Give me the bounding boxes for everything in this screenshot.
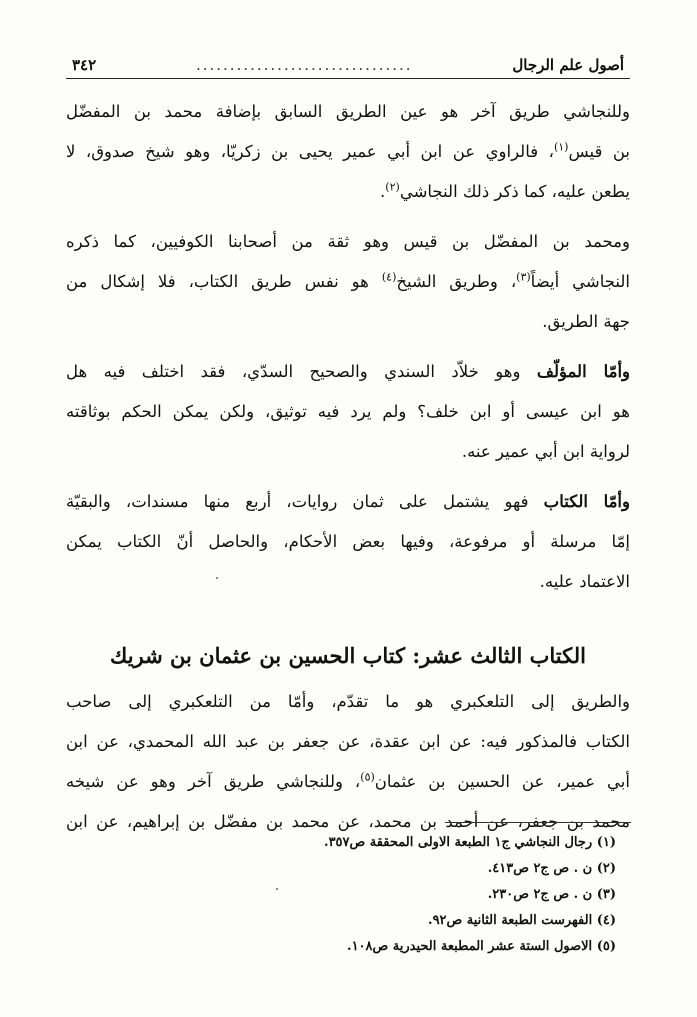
footnote-5: (٥) الاصول الستة عشر المطبعة الحيدرية ص١٠٨. xyxy=(347,939,616,954)
text-line: إمّا مرسلة أو مرفوعة، وفيها بعض الأحكام، والحاصل أنّ الكتاب يمكن xyxy=(66,532,630,551)
footnote-1: (١) رجال النجاشي ج١ الطبعة الاولى المحققة ص٣٥٧. xyxy=(324,835,616,850)
footnote-ref-1: (١) xyxy=(553,140,569,154)
text-line: هو ابن عيسى أو ابن خلف؟ ولم يرد فيه توثيق، ولكن يمكن الحكم بوثاقته xyxy=(66,402,630,421)
text-span: ، وللنجاشي طريق آخر وهو عن شيخه xyxy=(66,772,361,791)
text-span: . xyxy=(380,182,386,201)
section-heading: الكتاب الثالث عشر: كتاب الحسين بن عثمان بن شريك xyxy=(110,643,586,668)
paragraph-5 xyxy=(66,682,630,842)
text-line xyxy=(66,762,630,802)
footnote-2: (٢) ن . ص ج٢ ص٤١٣. xyxy=(487,861,616,876)
book-title: أصول علم الرجال xyxy=(512,56,624,74)
text-line xyxy=(66,132,630,172)
footnote-ref-5: (٥) xyxy=(360,770,375,784)
text-span: النجاشي أيضاً xyxy=(530,272,630,291)
text-span: فهو يشتمل على ثمان روايات، أربع منها مسندات، والبقيّة xyxy=(66,492,544,511)
text-line xyxy=(66,262,630,302)
text-span: بن قيس xyxy=(568,142,630,161)
paragraph-3 xyxy=(66,352,630,472)
header-leader-dots: ................................ xyxy=(195,56,413,74)
text-line xyxy=(66,352,630,392)
text-line: وللنجاشي طريق آخر هو عين الطريق السابق بإضافة محمد بن المفضّل xyxy=(66,102,630,121)
footnote-ref-4: (٤) xyxy=(381,270,397,284)
text-line: والطريق إلى التلعكبري هو ما تقدّم، وأمّا من التلعكبري إلى صاحب xyxy=(66,692,630,711)
text-span: يطعن عليه، كما ذكر ذلك النجاشي xyxy=(399,182,630,201)
text-span: ، وطريق الشيخ xyxy=(396,272,517,291)
text-span: وهو خلاّد السندي والصحيح السدّي، فقد اختلف فيه هل xyxy=(66,362,537,381)
footnote-ref-3: (٣) xyxy=(516,270,531,284)
bold-lead: وأمّا المؤلّف xyxy=(536,362,630,381)
footnotes xyxy=(66,830,616,960)
text-line xyxy=(66,482,630,522)
text-line: لرواية ابن أبي عمير عنه. xyxy=(461,442,630,461)
paragraph-1 xyxy=(66,92,630,212)
text-span: أبي عمير، عن الحسين بن عثمان xyxy=(374,772,630,791)
bold-lead: وأمّا الكتاب xyxy=(543,492,630,511)
footnote-separator xyxy=(445,822,631,823)
text-line: محمد بن جعفر، عن أحمد بن محمد، عن محمد بن مفضّل بن إبراهيم، عن ابن xyxy=(66,812,630,831)
footnote-4: (٤) الفهرست الطبعة الثانية ص٩٢. xyxy=(428,913,616,928)
print-speck xyxy=(276,888,278,890)
text-span: ، فالراوي عن ابن أبي عمير يحيى بن زكريّا، وهو شيخ صدوق، لا xyxy=(66,142,554,161)
footnote-3: (٣) ن . ص ج٢ ص٢٣٠. xyxy=(487,887,616,902)
text-line: جهة الطريق. xyxy=(542,312,630,331)
footnote-ref-2: (٢) xyxy=(385,180,400,194)
text-line xyxy=(66,172,630,212)
text-span: هو نفس طريق الكتاب، فلا إشكال من xyxy=(66,272,382,291)
text-line: الكتاب فالمذكور فيه: عن ابن عقدة، عن جعفر بن عبد الله المحمدي، عن ابن xyxy=(66,732,630,751)
page-body xyxy=(66,92,630,842)
paragraph-4 xyxy=(66,482,630,602)
print-speck xyxy=(216,577,218,579)
running-header xyxy=(66,52,630,79)
text-line: ومحمد بن المفضّل بن قيس وهو ثقة من أصحابنا الكوفيين، كما ذكره xyxy=(66,232,630,251)
paragraph-2 xyxy=(66,222,630,342)
text-line: الاعتماد عليه. xyxy=(539,572,630,591)
page-number: ٣٤٢ xyxy=(72,56,97,74)
